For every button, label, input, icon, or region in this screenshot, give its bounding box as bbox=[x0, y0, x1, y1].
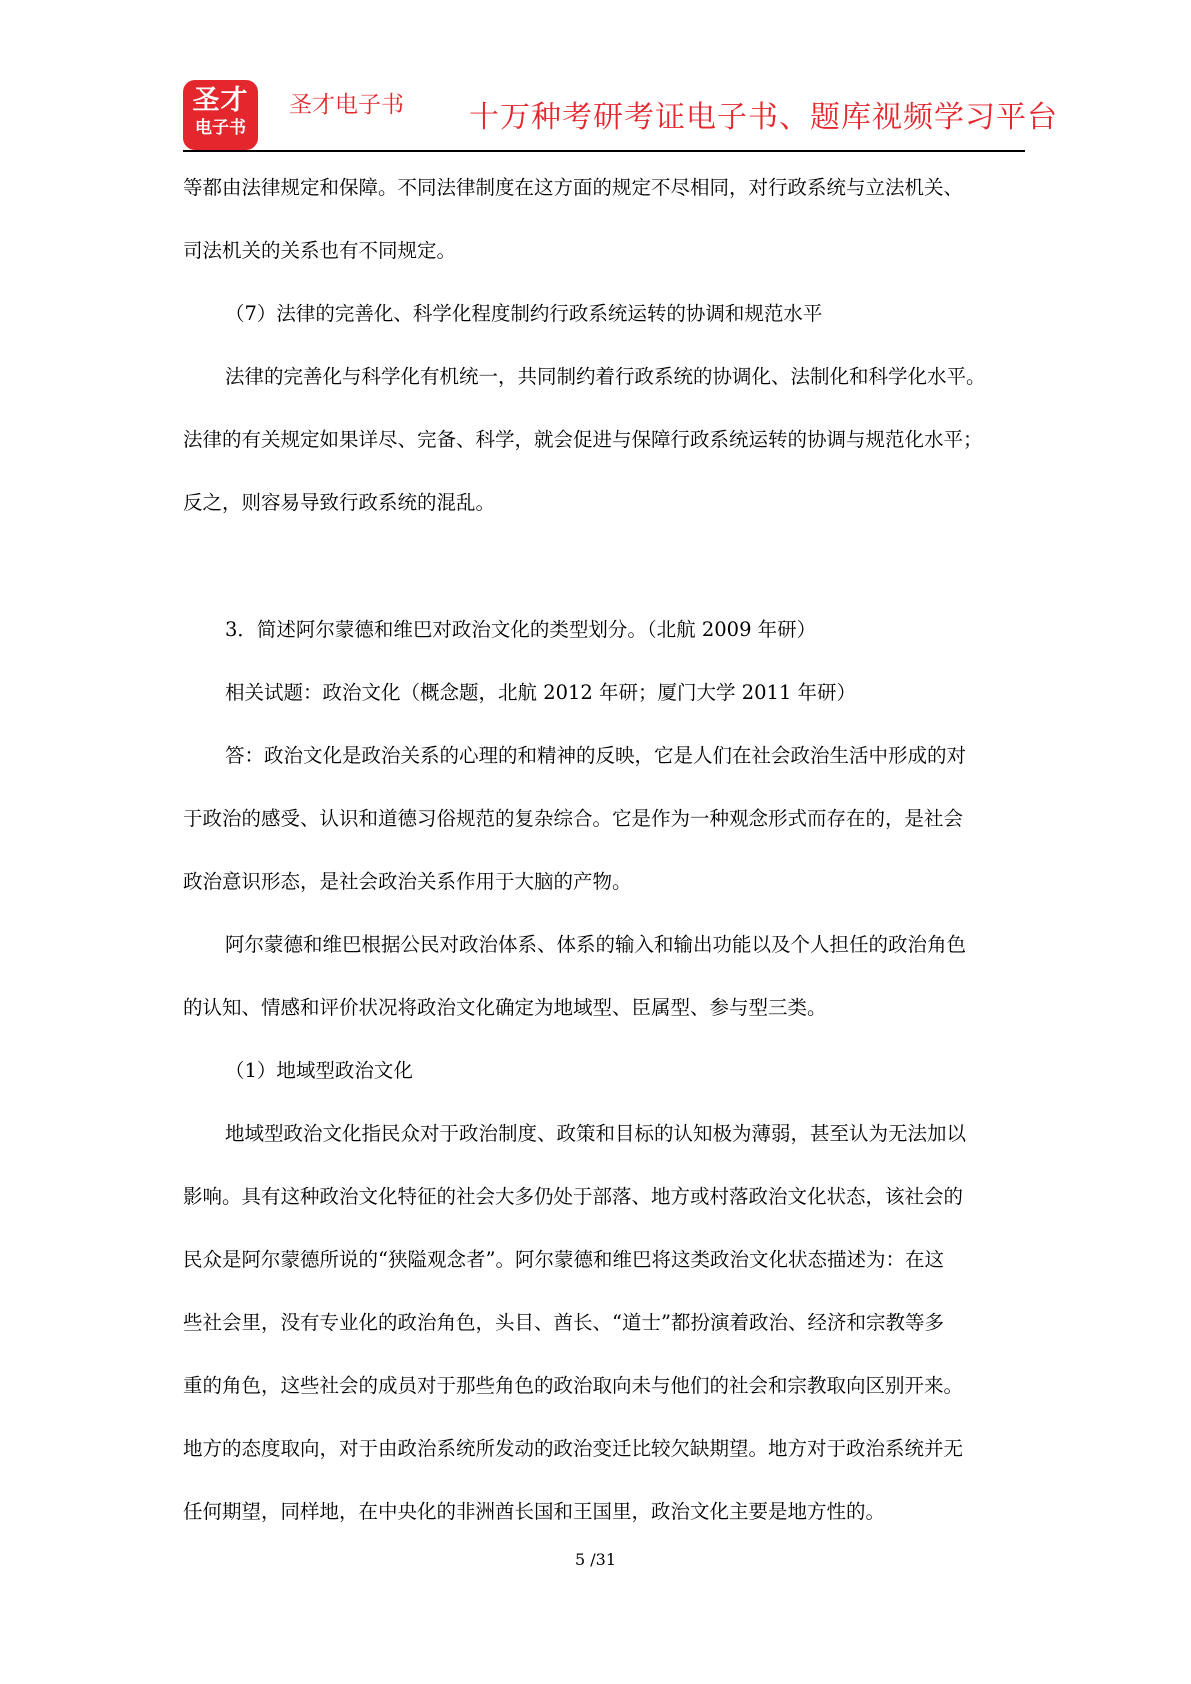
body-line: 于政治的感受、认识和道德习俗规范的复杂综合。它是作为一种观念形式而存在的，是社会 bbox=[183, 807, 964, 830]
body-line: 答：政治文化是政治关系的心理的和精神的反映，它是人们在社会政治生活中形成的对 bbox=[225, 744, 967, 767]
header-slogan: 十万种考研考证电子书、题库视频学习平台 bbox=[469, 100, 1058, 135]
body-line: 法律的有关规定如果详尽、完备、科学，就会促进与保障行政系统运转的协调与规范化水平； bbox=[183, 428, 983, 451]
body-line: 法律的完善化与科学化有机统一，共同制约着行政系统的协调化、法制化和科学化水平。 bbox=[225, 365, 986, 388]
body-line: 的认知、情感和评价状况将政治文化确定为地域型、臣属型、参与型三类。 bbox=[183, 996, 827, 1019]
shengcai-logo bbox=[183, 80, 258, 150]
body-line: 任何期望，同样地，在中央化的非洲酋长国和王国里，政治文化主要是地方性的。 bbox=[183, 1500, 886, 1523]
section-heading: （1）地域型政治文化 bbox=[225, 1059, 413, 1082]
body-line: 政治意识形态，是社会政治关系作用于大脑的产物。 bbox=[183, 870, 632, 893]
logo-text-bottom: 电子书 bbox=[195, 118, 246, 138]
body-line: 阿尔蒙德和维巴根据公民对政治体系、体系的输入和输出功能以及个人担任的政治角色 bbox=[225, 933, 967, 956]
body-line: 地域型政治文化指民众对于政治制度、政策和目标的认知极为薄弱，甚至认为无法加以 bbox=[225, 1122, 967, 1145]
page-header bbox=[183, 72, 1058, 152]
header-divider bbox=[183, 150, 1025, 152]
question-title: 3．简述阿尔蒙德和维巴对政治文化的类型划分。（北航 2009 年研） bbox=[225, 618, 817, 641]
body-line: 反之，则容易导致行政系统的混乱。 bbox=[183, 491, 496, 514]
body-line: 民众是阿尔蒙德所说的“狭隘观念者”。阿尔蒙德和维巴将这类政治文化状态描述为：在这 bbox=[183, 1248, 944, 1271]
body-line: 些社会里，没有专业化的政治角色，头目、酋长、“道士”都扮演着政治、经济和宗教等多 bbox=[183, 1311, 944, 1334]
related-questions: 相关试题：政治文化（概念题，北航 2012 年研；厦门大学 2011 年研） bbox=[225, 681, 857, 704]
body-line: 影响。具有这种政治文化特征的社会大多仍处于部落、地方或村落政治文化状态，该社会的 bbox=[183, 1185, 964, 1208]
paragraph-gap bbox=[183, 534, 1025, 598]
page-number: 5 /31 bbox=[574, 1550, 616, 1569]
section-heading: （7）法律的完善化、科学化程度制约行政系统运转的协调和规范水平 bbox=[225, 302, 823, 325]
brand-name: 圣才电子书 bbox=[289, 92, 404, 118]
body-line: 重的角色，这些社会的成员对于那些角色的政治取向未与他们的社会和宗教取向区别开来。 bbox=[183, 1374, 964, 1397]
page-body bbox=[183, 156, 1025, 1543]
body-line: 地方的态度取向，对于由政治系统所发动的政治变迁比较欠缺期望。地方对于政治系统并无 bbox=[183, 1437, 964, 1460]
body-line: 等都由法律规定和保障。不同法律制度在这方面的规定不尽相同，对行政系统与立法机关、 bbox=[183, 176, 964, 199]
body-line: 司法机关的关系也有不同规定。 bbox=[183, 239, 457, 262]
logo-text-top: 圣才 bbox=[192, 85, 249, 116]
